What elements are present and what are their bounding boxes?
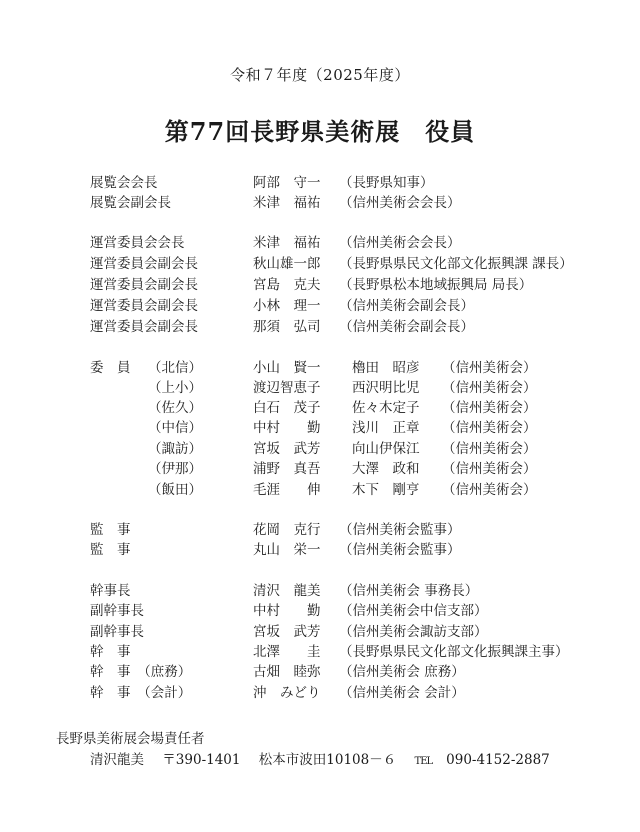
member-name: 西沢明比児 — [352, 380, 420, 396]
member-name: 向山伊保江 — [352, 441, 420, 457]
officer-name: 那須 弘司 — [253, 319, 321, 335]
officer-affiliation: （信州美術会会長） — [339, 235, 461, 251]
officer-name: 中村 勤 — [253, 603, 321, 619]
officer-name: 米津 福祐 — [253, 235, 321, 251]
officer-name: 清沢 龍美 — [253, 583, 321, 599]
member-region: （伊那） — [148, 461, 202, 477]
officer-role: 展覧会会長 — [90, 175, 158, 191]
member-region: （北信） — [148, 360, 202, 376]
officer-role: 運営委員会会長 — [90, 235, 185, 251]
officer-role: 幹事長 — [90, 583, 131, 599]
officer-name: 阿部 守一 — [253, 175, 321, 191]
officer-name: 丸山 栄一 — [253, 542, 321, 558]
officer-affiliation: （信州美術会監事） — [339, 522, 461, 538]
member-region: （中信） — [148, 420, 202, 436]
officer-name: 沖 みどり — [253, 685, 321, 701]
officer-affiliation: （長野県知事） — [339, 175, 434, 191]
officer-role: 幹 事 （庶務） — [90, 664, 192, 680]
member-affiliation: （信州美術会） — [442, 461, 537, 477]
officer-name: 宮坂 武芳 — [253, 624, 321, 640]
member-name: 毛涯 伸 — [253, 482, 321, 498]
member-name: 渡辺智恵子 — [253, 380, 321, 396]
officer-affiliation: （信州美術会中信支部） — [339, 603, 488, 619]
member-name: 櫓田 昭彦 — [352, 360, 420, 376]
member-region: （佐久） — [148, 400, 202, 416]
officer-affiliation: （信州美術会会長） — [339, 195, 461, 211]
officer-affiliation: （長野県松本地域振興局 局長） — [339, 277, 533, 293]
member-name: 宮坂 武芳 — [253, 441, 321, 457]
officer-name: 北澤 圭 — [253, 644, 321, 660]
officer-name: 古畑 睦弥 — [253, 664, 321, 680]
phone-number: 090-4152-2887 — [446, 752, 550, 768]
officer-name: 米津 福祐 — [253, 195, 321, 211]
officer-affiliation: （信州美術会副会長） — [339, 319, 474, 335]
member-affiliation: （信州美術会） — [442, 420, 537, 436]
officer-role: 幹 事 — [90, 644, 131, 660]
member-name: 中村 勤 — [253, 420, 321, 436]
member-role: 委 員 — [90, 360, 131, 376]
officer-affiliation: （長野県県民文化部文化振興課 課長） — [339, 256, 573, 272]
page-subtitle: 令和７年度（2025年度） — [230, 66, 410, 84]
member-name: 浦野 真吾 — [253, 461, 321, 477]
member-name: 木下 剛亨 — [352, 482, 420, 498]
officer-role: 監 事 — [90, 522, 131, 538]
member-name: 白石 茂子 — [253, 400, 321, 416]
officer-role: 運営委員会副会長 — [90, 319, 198, 335]
officer-role: 副幹事長 — [90, 603, 144, 619]
officer-name: 花岡 克行 — [253, 522, 321, 538]
member-affiliation: （信州美術会） — [442, 400, 537, 416]
officer-affiliation: （信州美術会監事） — [339, 542, 461, 558]
officer-affiliation: （信州美術会 庶務） — [339, 664, 465, 680]
officer-name: 秋山雄一郎 — [253, 256, 321, 272]
officer-affiliation: （信州美術会 会計） — [339, 685, 465, 701]
member-affiliation: （信州美術会） — [442, 441, 537, 457]
address: 松本市波田10108－６ — [258, 752, 397, 768]
officer-affiliation: （信州美術会 事務長） — [339, 583, 479, 599]
member-name: 佐々木定子 — [352, 400, 420, 416]
officer-role: 運営委員会副会長 — [90, 277, 198, 293]
postal-code: 〒390-1401 — [162, 752, 241, 768]
member-affiliation: （信州美術会） — [442, 360, 537, 376]
officer-affiliation: （長野県県民文化部文化振興課主事） — [339, 644, 569, 660]
member-region: （飯田） — [148, 482, 202, 498]
member-name: 小山 賢一 — [253, 360, 321, 376]
officer-role: 運営委員会副会長 — [90, 298, 198, 314]
officer-role: 展覧会副会長 — [90, 195, 171, 211]
officer-affiliation: （信州美術会諏訪支部） — [339, 624, 488, 640]
tel-mark: TEL — [414, 756, 433, 767]
officer-name: 小林 理一 — [253, 298, 321, 314]
officer-role: 幹 事 （会計） — [90, 685, 192, 701]
officer-role: 副幹事長 — [90, 624, 144, 640]
page-title: 第77回長野県美術展 役員 — [164, 117, 476, 146]
member-region: （諏訪） — [148, 441, 202, 457]
member-name: 大澤 政和 — [352, 461, 420, 477]
venue-manager-heading: 長野県美術展会場責任者 — [56, 731, 205, 747]
venue-manager-contact — [90, 748, 564, 768]
member-region: （上小） — [148, 380, 202, 396]
officer-affiliation: （信州美術会副会長） — [339, 298, 474, 314]
officer-role: 監 事 — [90, 542, 131, 558]
member-affiliation: （信州美術会） — [442, 380, 537, 396]
venue-manager-name: 清沢龍美 — [90, 752, 144, 768]
officer-role: 運営委員会副会長 — [90, 256, 198, 272]
officer-name: 宮島 克夫 — [253, 277, 321, 293]
member-name: 浅川 正章 — [352, 420, 420, 436]
member-affiliation: （信州美術会） — [442, 482, 537, 498]
